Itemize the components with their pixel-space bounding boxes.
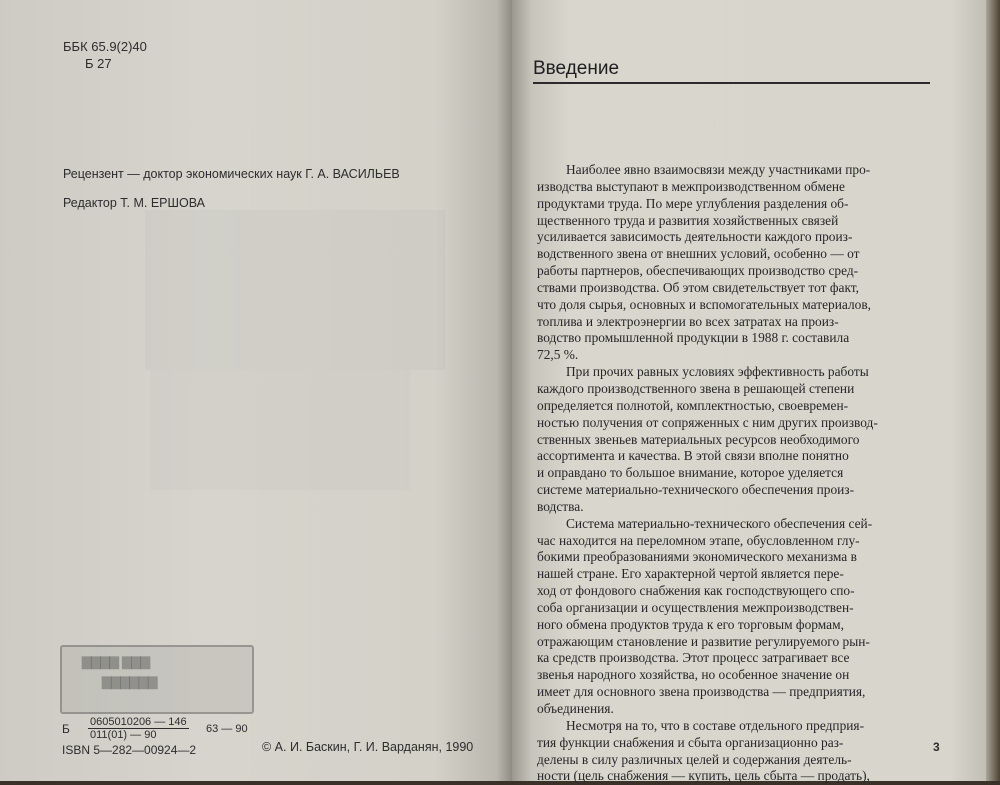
catalog-suffix: 63 — 90 xyxy=(206,723,248,735)
bbk-author-mark: Б 27 xyxy=(85,56,112,71)
text-line: 72,5 %. xyxy=(537,347,579,363)
bbk-code: ББК 65.9(2)40 xyxy=(63,39,147,54)
text-line: час находится на переломном этапе, обусловленном глу- xyxy=(537,532,860,548)
text-line: делены в силу различных целей и содержания деятель- xyxy=(537,751,852,767)
page-number: 3 xyxy=(933,740,940,754)
text-line: ствами производства. Об этом свидетельствует тот факт, xyxy=(537,279,859,295)
isbn: ISBN 5—282—00924—2 xyxy=(62,743,197,757)
reviewer-line: Рецензент — доктор экономических наук Г. А. ВАСИЛЬЕВ xyxy=(63,167,400,181)
text-line: водственного звена от внешних условий, особенно — от xyxy=(537,246,860,262)
text-line: щественного труда и развития хозяйственных связей xyxy=(537,212,839,228)
heading-rule xyxy=(533,82,930,84)
editor-line: Редактор Т. М. ЕРШОВА xyxy=(63,196,205,210)
show-through-shadow xyxy=(150,370,410,490)
text-line: определяется полнотой, комплектностью, своевремен- xyxy=(537,397,849,413)
page-edge xyxy=(986,0,1000,781)
text-line: системе материально-технического обеспечения произ- xyxy=(537,482,855,498)
text-line: ного обмена продуктов труда к его торговым формам, xyxy=(537,616,844,632)
text-line: объединения. xyxy=(537,701,614,716)
text-line: ка средств производства. Этот процесс затрагивает все xyxy=(537,650,850,666)
text-line: При прочих равных условиях эффективность работы xyxy=(566,364,869,380)
text-line: работы партнеров, обеспечивающих производство сред- xyxy=(537,263,859,279)
stamp-mark: ▇▇▇▇ ▇▇▇ xyxy=(82,655,150,669)
text-line: ности (цель снабжения — купить, цель сбыта — продать), xyxy=(537,768,870,784)
text-line: Несмотря на то, что в составе отдельного предприя- xyxy=(566,717,865,733)
chapter-heading: Введение xyxy=(533,58,620,79)
text-line: и оправдано то большое внимание, которое уделяется xyxy=(537,465,844,481)
text-line: отражающим становление и развитие регулируемого рын- xyxy=(537,633,870,649)
body-text xyxy=(537,162,944,785)
text-line: ственных звеньев материальных ресурсов необходимого xyxy=(537,431,860,447)
bbk-block xyxy=(63,38,147,72)
text-line: ассортимента и качества. В этой связи вполне понятно xyxy=(537,448,849,464)
text-line: Наиболее явно взаимосвязи между участниками про- xyxy=(566,162,871,177)
catalog-denominator: 011(01) — 90 xyxy=(90,729,157,741)
text-line: топлива и электроэнергии во всех затратах на произ- xyxy=(537,313,839,329)
text-line: соба организации и осуществления межпроизводствен- xyxy=(537,599,854,615)
catalog-numerator: 0605010206 — 146 xyxy=(90,716,187,728)
text-line: ностью получения от сопряженных с ним других производ- xyxy=(537,414,878,430)
text-line: усиливается зависимость деятельности каждого произ- xyxy=(537,229,853,245)
text-line: продуктами труда. По мере углубления разделения об- xyxy=(537,195,849,211)
text-line: бокими преобразованиями экономического механизма в xyxy=(537,549,857,565)
text-line: изводства выступают в межпроизводственном обмене xyxy=(537,178,845,194)
catalog-letter: Б xyxy=(62,722,70,736)
text-line: тия функции снабжения и сбыта организационно раз- xyxy=(537,734,844,750)
text-line: Система материально-технического обеспечения сей- xyxy=(566,515,873,531)
stamp-mark: ▇▇▇▇▇▇ xyxy=(102,675,158,689)
text-line: каждого производственного звена в решающей степени xyxy=(537,380,855,396)
text-line: что доля сырья, основных и вспомогательных материалов, xyxy=(537,296,872,312)
text-line: водство промышленной продукции в 1988 г. составила xyxy=(537,330,850,346)
show-through-shadow xyxy=(145,210,445,370)
text-line: водства. xyxy=(537,498,584,514)
text-line: ход от фондового снабжения как господствующего спо- xyxy=(537,583,855,599)
catalog-fraction xyxy=(88,716,189,741)
text-line: нашей стране. Его характерной чертой является пере- xyxy=(537,566,844,582)
library-stamp xyxy=(60,645,254,714)
text-line: имеет для основного звена производства — предприятия, xyxy=(537,684,866,700)
text-line: звенья народного хозяйства, но особенное значение он xyxy=(537,667,850,683)
copyright: © А. И. Баскин, Г. И. Варданян, 1990 xyxy=(262,740,474,754)
